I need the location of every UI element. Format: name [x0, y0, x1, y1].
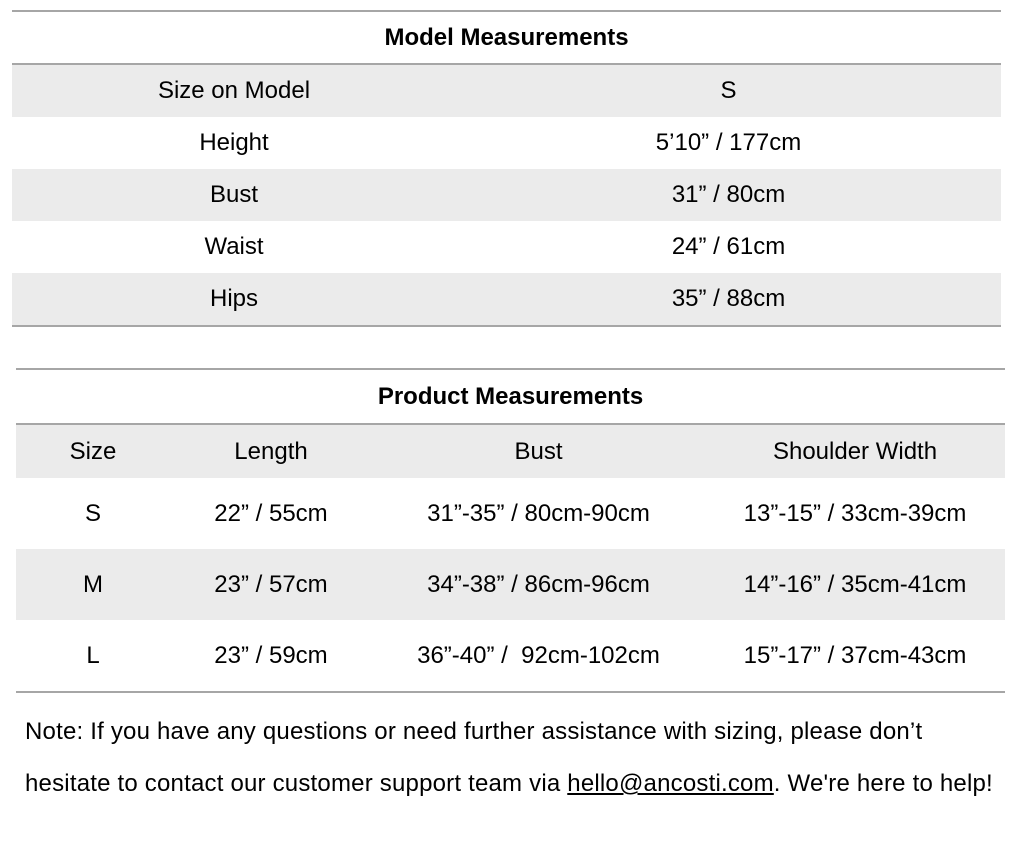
cell-size: M: [16, 549, 170, 620]
cell-shoulder-width: 14”-16” / 35cm-41cm: [705, 549, 1005, 620]
model-measurements-title: Model Measurements: [12, 11, 1001, 64]
sizing-note: [25, 706, 1005, 810]
model-row-label: Bust: [12, 169, 456, 221]
model-row-value: 35” / 88cm: [456, 273, 1001, 326]
model-row-height: [12, 117, 1001, 169]
note-text-before: Note: If you have any questions or need further assistance with sizing, please don’t hesitate to contact our customer support team via: [25, 718, 923, 797]
model-row-value: 24” / 61cm: [671, 233, 786, 260]
column-header-size: Size: [16, 424, 170, 478]
column-header-bust: Bust: [372, 424, 705, 478]
cell-shoulder-width: 13”-15” / 33cm-39cm: [743, 499, 967, 527]
cell-length: 23” / 59cm: [170, 620, 372, 692]
product-measurements-title: Product Measurements: [16, 369, 1005, 424]
support-email-link[interactable]: hello@ancosti.com: [567, 770, 774, 797]
model-row-size: [12, 64, 1001, 117]
model-row-label: Height: [199, 129, 269, 156]
cell-bust: 34”-38” / 86cm-96cm: [372, 549, 705, 620]
cell-bust: 36”-40” / 92cm-102cm: [372, 620, 705, 692]
note-text-after: . We're here to help!: [773, 770, 993, 797]
table-row: [16, 549, 1005, 620]
cell-size: L: [16, 620, 170, 692]
model-row-bust: [12, 169, 1001, 221]
model-row-label: Size on Model: [12, 64, 456, 117]
cell-size: S: [84, 499, 101, 527]
product-measurements-table: [16, 368, 1005, 693]
model-row-label: Waist: [204, 233, 264, 260]
model-row-value: 31” / 80cm: [456, 169, 1001, 221]
model-row-hips: [12, 273, 1001, 326]
cell-length: 23” / 57cm: [170, 549, 372, 620]
model-row-waist: [12, 221, 1001, 273]
table-row: [16, 620, 1005, 692]
model-row-value: 5’10” / 177cm: [655, 129, 802, 156]
column-header-length: Length: [170, 424, 372, 478]
cell-bust: 31”-35” / 80cm-90cm: [427, 499, 650, 527]
cell-shoulder-width: 15”-17” / 37cm-43cm: [705, 620, 1005, 692]
column-header-shoulder-width: Shoulder Width: [705, 424, 1005, 478]
product-header-row: [16, 424, 1005, 478]
cell-length: 22” / 55cm: [214, 499, 328, 527]
model-row-label: Hips: [12, 273, 456, 326]
table-row: [16, 478, 1005, 549]
model-measurements-table: [12, 10, 1001, 327]
model-row-value: S: [456, 64, 1001, 117]
